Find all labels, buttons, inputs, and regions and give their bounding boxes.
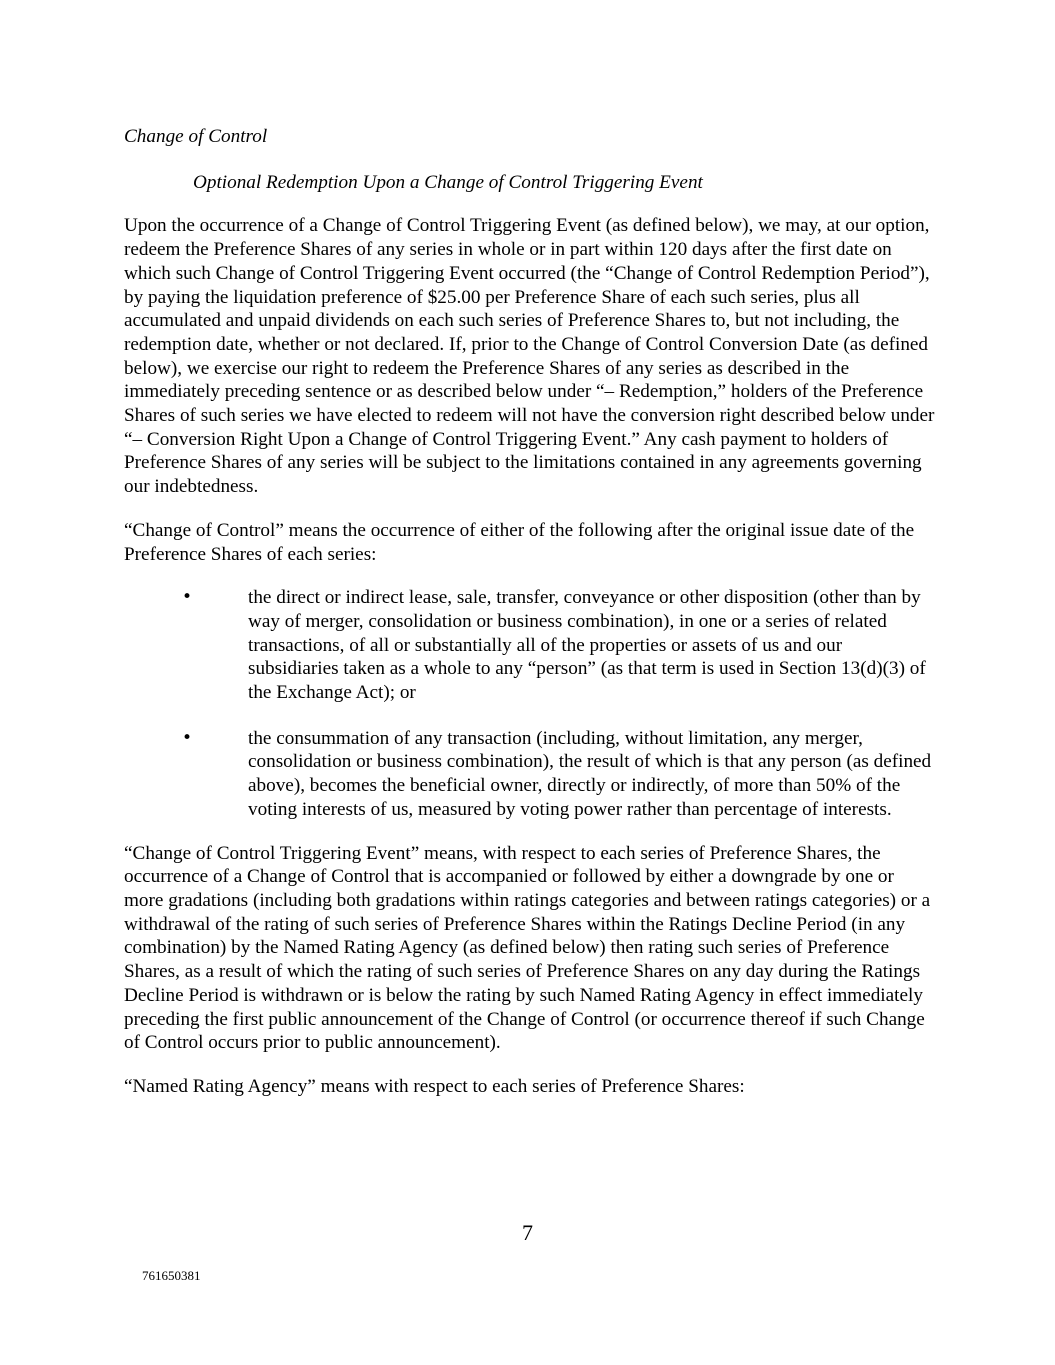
- page-number: 7: [522, 1220, 533, 1245]
- paragraph-change-of-control-definition: “Change of Control” means the occurrence of either of the following after the original issue date of the Preference Shares of each series:: [124, 519, 915, 565]
- bullet-icon: •: [182, 587, 193, 608]
- paragraph-redemption: Upon the occurrence of a Change of Control Triggering Event (as defined below), we may, at our option, redeem the Preference Shares of any series in whole or in part within 120 days after the first date on which such Change of Control Triggering Event occurred (the “Change of Control Redemption Period”), by paying the liquidation preference of $25.00 per Preference Share of each such series, plus all accumulated and unpaid dividends on each such series of Preference Shares to, but not including, the redemption date, whether or not declared. If, prior to the Change of Control Conversion Date (as defined below), we exercise our right to redeem the Preference Shares of any series as described in the immediately preceding sentence or as described below under “– Redemption,” holders of the Preference Shares of such series we have elected to redeem will not have the conversion right described below under “– Conversion Right Upon a Change of Control Triggering Event.” Any cash payment to holders of Preference Shares of any series will be subject to the limitations contained in any agreements governing our indebtedness.: [124, 215, 935, 498]
- list-item-text: the direct or indirect lease, sale, transfer, conveyance or other disposition (other than by way of merger, consolidation or business combination), in one or a series of related transactions, of all or substantially all of the properties or assets of us and our subsidiaries taken as a whole to any “person” (as that term is used in Section 13(d)(3) of the Exchange Act); or: [248, 587, 926, 704]
- list-item-text: the consummation of any transaction (including, without limitation, any merger, consolidation or business combination), the result of which is that any person (as defined above), becomes the beneficial owner, directly or indirectly, of more than 50% of the voting interests of us, measured by voting power rather than percentage of interests.: [248, 727, 932, 820]
- section-subheading: Optional Redemption Upon a Change of Control Triggering Event: [193, 171, 703, 193]
- list-item: [124, 586, 936, 705]
- bullet-icon: •: [182, 727, 193, 748]
- document-id: 761650381: [142, 1268, 201, 1283]
- section-heading: Change of Control: [124, 126, 268, 147]
- bullet-list: [124, 586, 936, 821]
- paragraph-named-rating-agency: “Named Rating Agency” means with respect to each series of Preference Shares:: [124, 1075, 745, 1097]
- list-item: [124, 727, 936, 822]
- paragraph-triggering-event-definition: “Change of Control Triggering Event” means, with respect to each series of Preference Shares, the occurrence of a Change of Control that is accompanied or followed by either a downgrade by one or more gradations (including both gradations within ratings categories and between ratings categories) or a withdrawal of the rating of such series of Preference Shares within the Ratings Decline Period (in any combination) by the Named Rating Agency (as defined below) then rating such series of Preference Shares, as a result of which the rating of such series of Preference Shares on any day during the Ratings Decline Period is withdrawn or is below the rating by such Named Rating Agency in effect immediately preceding the first public announcement of the Change of Control (or occurrence thereof if such Change of Control occurs prior to public announcement).: [124, 842, 931, 1054]
- document-body: [124, 125, 936, 1099]
